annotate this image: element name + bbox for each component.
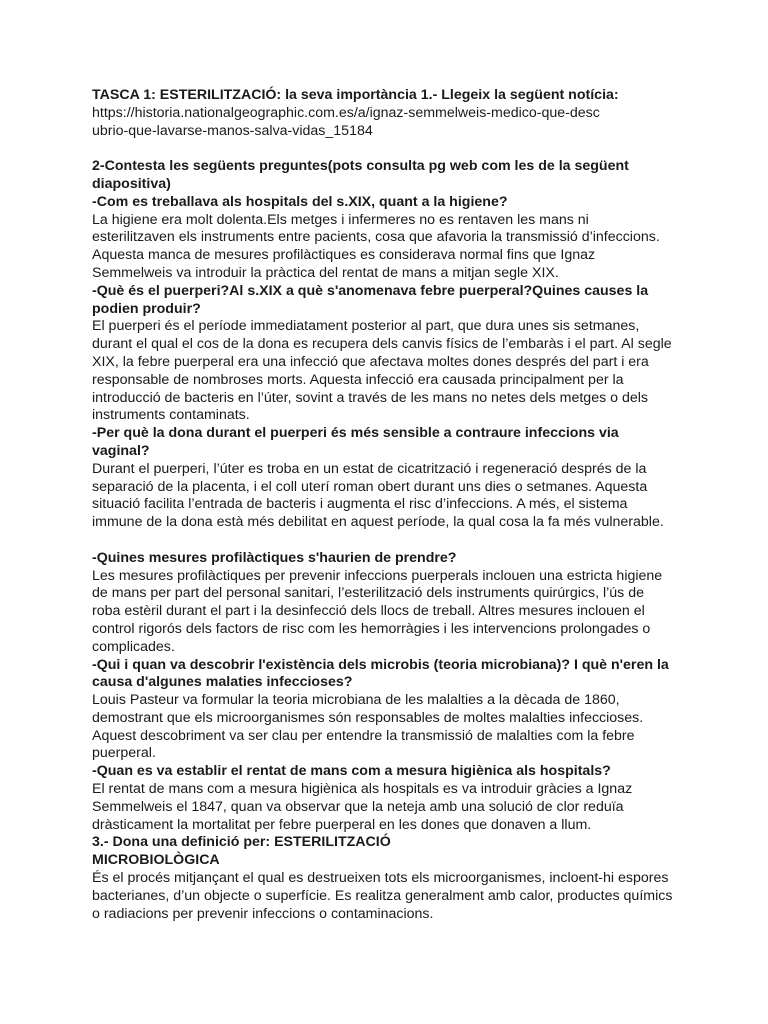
answer-line: roba estèril durant el part i la desinfecció dels llocs de treball. Altres mesures inclouen el [92, 603, 645, 620]
news-url-line-1[interactable]: https://historia.nationalgeographic.com.es/a/ignaz-semmelweis-medico-que-desc [92, 104, 600, 121]
answer-line: puerperal. [92, 745, 156, 762]
question-infection-sensitivity-cont: vaginal? [92, 442, 150, 459]
answer-line: immune de la dona està més debilitat en aquest període, la qual cosa la fa més vulnerable. [92, 514, 664, 531]
answer-line: Les mesures profilàctiques per prevenir infeccions puerperals inclouen una estricta higiene [92, 567, 663, 584]
answer-line: esterilitzaven els instruments entre pacients, cosa que afavoria la transmissió d’infeccions. [92, 229, 660, 246]
answer-line: situació facilita l’entrada de bacteris i augmenta el risc d’infeccions. A més, el sistema [92, 496, 628, 513]
question-germ-theory-cont: causa d'algunes malaties infeccioses? [92, 674, 353, 691]
answer-line: introducció de bacteris en l’úter, sovint a través de les mans no netes dels metges o dels [92, 389, 648, 406]
section-2-title-cont: diapositiva) [92, 175, 171, 192]
document-page [92, 87, 682, 923]
question-prophylactic-measures: -Quines mesures profilàctiques s'haurien de prendre? [92, 549, 457, 566]
section-2-title: 2-Contesta les següents preguntes(pots consulta pg web com les de la següent [92, 158, 629, 175]
answer-line: XIX, la febre puerperal era una infecció que afectava moltes dones després del part i era [92, 353, 649, 370]
answer-line: de mans per part del personal sanitari, l’esterilització dels instruments quirúrgics, l’ús de [92, 585, 644, 602]
answer-line: Louis Pasteur va formular la teoria microbiana de les malalties a la dècada de 1860, [92, 692, 620, 709]
definition-line: És el procés mitjançant el qual es destrueixen tots els microorganismes, incloent-hi espores [92, 870, 669, 887]
answer-line: El rentat de mans com a mesura higiènica als hospitals es va introduir gràcies a Ignaz [92, 781, 633, 798]
answer-line: demostrant que els microorganismes són responsables de moltes malalties infeccioses. [92, 709, 644, 726]
definition-line: o radiacions per prevenir infeccions o contaminacions. [92, 905, 434, 922]
answer-line: durant el qual el cos de la dona es recupera dels canvis físics de l’embaràs i el part. Al segle [92, 336, 672, 353]
answer-line: Aquesta manca de mesures profilàctiques es considerava normal fins que Ignaz [92, 247, 596, 264]
question-hospital-hygiene: -Com es treballava als hospitals del s.XIX, quant a la higiene? [92, 193, 508, 210]
answer-line: Durant el puerperi, l’úter es troba en un estat de cicatrització i regeneració després de la [92, 460, 647, 477]
answer-line: instruments contaminats. [92, 407, 250, 424]
question-puerperi: -Què és el puerperi?Al s.XIX a què s'anomenava febre puerperal?Quines causes la [92, 282, 649, 299]
question-handwashing: -Quan es va establir el rentat de mans com a mesura higiènica als hospitals? [92, 763, 611, 780]
answer-line: complicades. [92, 638, 175, 655]
task-title: TASCA 1: ESTERILITZACIÓ: la seva importància 1.- Llegeix la següent notícia: [92, 87, 619, 103]
answer-line: control rigorós dels factors de risc com les hemorràgies i les intervencions prolongades o [92, 620, 651, 637]
answer-line: dràsticament la mortalitat per febre puerperal en les dones que donaven a llum. [92, 816, 592, 833]
answer-line: La higiene era molt dolenta.Els metges i infermeres no es rentaven les mans ni [92, 211, 589, 228]
section-3-term: MICROBIOLÒGICA [92, 852, 220, 869]
answer-line: responsable de nombroses morts. Aquesta infecció era causada principalment per la [92, 371, 624, 388]
question-infection-sensitivity: -Per què la dona durant el puerperi és més sensible a contraure infeccions via [92, 425, 619, 442]
answer-line: Aquest descobriment va ser clau per entendre la transmissió de malalties com la febre [92, 727, 635, 744]
answer-line: Semmelweis va introduir la pràctica del rentat de mans a mitjan segle XIX. [92, 264, 559, 281]
definition-line: bacterianes, d’un objecte o superfície. Es realitza generalment amb calor, productes químics [92, 887, 673, 904]
question-germ-theory: -Qui i quan va descobrir l'existència dels microbis (teoria microbiana)? I què n'eren la [92, 656, 669, 673]
answer-line: separació de la placenta, i el coll uterí roman obert durant uns dies o setmanes. Aquesta [92, 478, 648, 495]
spacer [92, 532, 682, 550]
spacer [92, 140, 682, 158]
answer-line: El puerperi és el període immediatament posterior al part, que dura unes sis setmanes, [92, 318, 640, 335]
news-url-line-2[interactable]: ubrio-que-lavarse-manos-salva-vidas_15184 [92, 122, 373, 139]
question-puerperi-cont: podien produir? [92, 300, 201, 317]
answer-line: Semmelweis el 1847, quan va observar que la neteja amb una solució de clor reduïa [92, 798, 624, 815]
section-3-title: 3.- Dona una definició per: ESTERILITZACIÓ [92, 834, 391, 851]
